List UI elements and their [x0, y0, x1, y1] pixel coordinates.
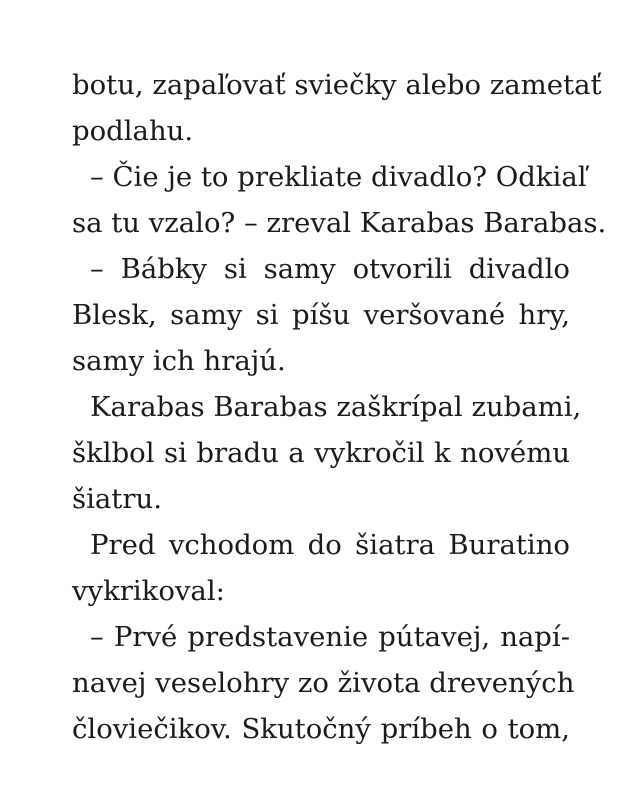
paragraph — [72, 522, 570, 614]
text-line: – Bábky si samy otvorili divadlo — [90, 253, 570, 285]
paragraph — [72, 614, 575, 752]
text-line: samy ich hrajú. — [72, 345, 286, 377]
text-line: sa tu vzalo? – zreval Karabas Barabas. — [72, 207, 607, 239]
text-line: šklbol si bradu a vykročil k novému — [72, 437, 570, 469]
book-page — [72, 62, 607, 752]
text-line: navej veselohry zo života drevených — [72, 667, 575, 699]
text-line: Karabas Barabas zaškrípal zubami, — [90, 391, 582, 423]
text-line: Pred vchodom do šiatra Buratino — [90, 529, 570, 561]
text-line: – Prvé predstavenie pútavej, napí- — [90, 621, 570, 653]
paragraph — [72, 384, 582, 522]
text-line: šiatru. — [72, 483, 162, 515]
text-line: botu, zapaľovať sviečky alebo zametať — [72, 69, 602, 101]
text-line: vykrikoval: — [72, 575, 225, 607]
text-line: – Čie je to prekliate divadlo? Odkiaľ — [90, 161, 587, 193]
paragraph — [72, 154, 607, 246]
paragraph — [72, 246, 570, 384]
text-line: Blesk, samy si píšu veršované hry, — [72, 299, 570, 331]
text-line: človiečikov. Skutočný príbeh o tom, — [72, 713, 570, 745]
paragraph — [72, 62, 602, 154]
text-line: podlahu. — [72, 115, 194, 147]
